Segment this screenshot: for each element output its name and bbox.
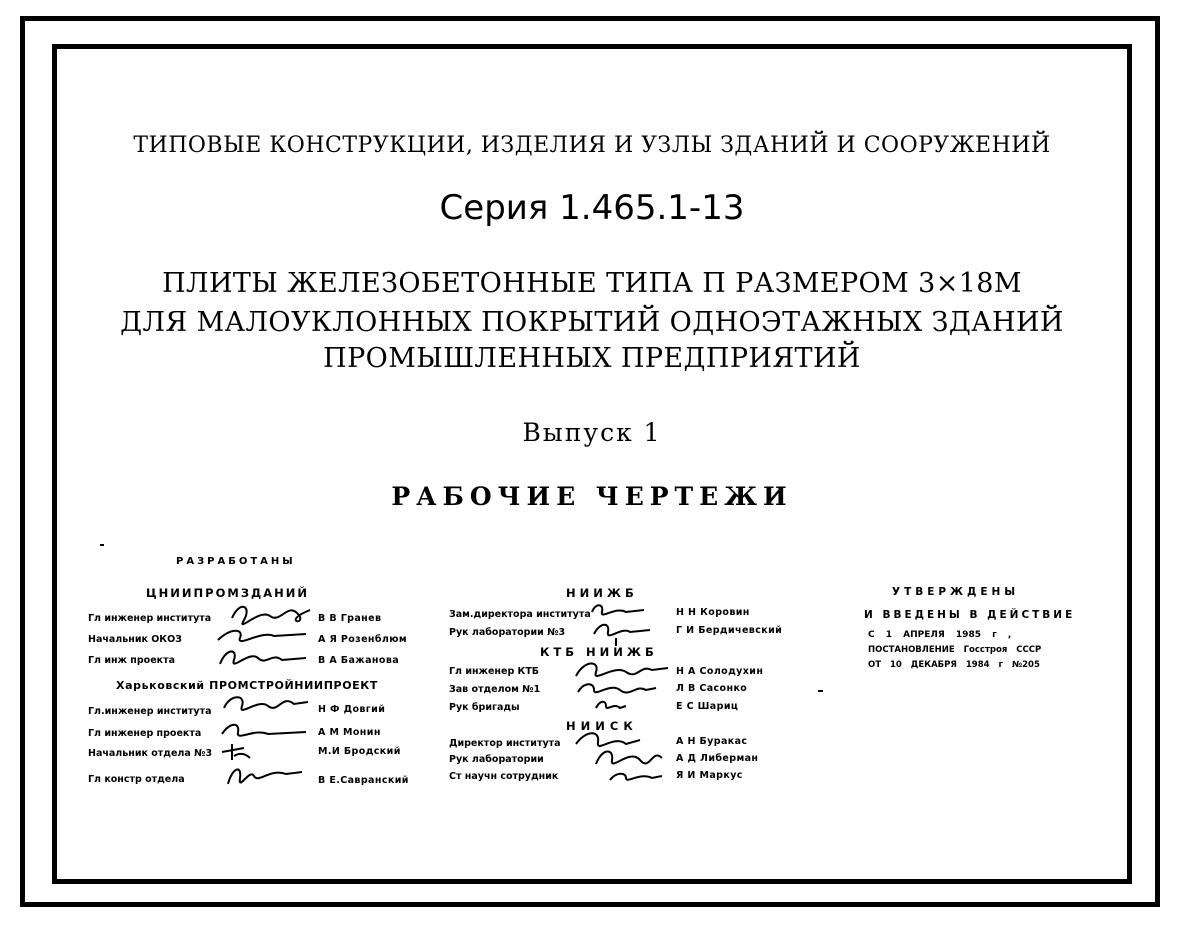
- org2-name: Харьковский ПРОМСТРОЙНИИПРОЕКТ: [116, 679, 378, 692]
- niisk-role-2: Рук лаборатории: [449, 754, 544, 765]
- org1-name-2: А Я Розенблюм: [318, 634, 408, 645]
- niisk-role-1: Директор института: [449, 738, 561, 749]
- issue-number: Выпуск 1: [522, 418, 662, 447]
- niizhb-role-2: Рук лаборатории №3: [449, 627, 566, 638]
- title-line-2: ДЛЯ МАЛОУКЛОННЫХ ПОКРЫТИЙ ОДНОЭТАЖНЫХ ЗДАНИЙ: [120, 307, 1064, 338]
- org1-role-2: Начальник ОКОЗ: [88, 634, 182, 645]
- niisk-name-3: Я И Маркус: [676, 770, 743, 781]
- approved-line-3: ПОСТАНОВЛЕНИЕ Госстроя СССР: [868, 645, 1042, 655]
- scan-speck: [818, 690, 823, 692]
- org2-role-4: Гл констр отдела: [88, 774, 185, 785]
- org2-name-2: А М Монин: [318, 727, 381, 738]
- ktb-name-1: Н А Солодухин: [676, 666, 764, 677]
- ktb-name-2: Л В Сасонко: [676, 683, 748, 694]
- series-number: Серия 1.465.1-13: [439, 188, 745, 228]
- org2-role-3: Начальник отдела №3: [88, 748, 213, 759]
- niizhb-name: НИИЖБ: [566, 586, 638, 600]
- signatures-middle: [570, 598, 674, 788]
- org1-name-1: В В Гранев: [318, 613, 382, 624]
- heading-line: ТИПОВЫЕ КОНСТРУКЦИИ, ИЗДЕЛИЯ И УЗЛЫ ЗДАНИЙ И СООРУЖЕНИЙ: [133, 133, 1051, 158]
- approved-line-1: И ВВЕДЕНЫ В ДЕЙСТВИЕ: [864, 609, 1076, 621]
- niisk-role-3: Ст научн сотрудник: [449, 771, 559, 782]
- org2-name-1: Н Ф Довгий: [318, 704, 386, 715]
- ktb-role-3: Рук бригады: [449, 702, 520, 713]
- org1-role-1: Гл инженер института: [88, 613, 212, 624]
- document-kind: РАБОЧИЕ ЧЕРТЕЖИ: [391, 482, 793, 511]
- ktb-role-1: Гл инженер КТБ: [449, 666, 540, 677]
- org2-role-2: Гл инженер проекта: [88, 728, 202, 739]
- org2-role-1: Гл.инженер института: [88, 706, 212, 717]
- signatures-left: [210, 598, 314, 788]
- org1-role-3: Гл инж проекта: [88, 655, 175, 666]
- ktb-name: КТБ НИИЖБ: [540, 645, 658, 659]
- approved-line-2: С 1 АПРЕЛЯ 1985 г ,: [868, 630, 1012, 640]
- niisk-name-1: А Н Буракас: [676, 736, 748, 747]
- org1-name-3: В А Бажанова: [318, 655, 400, 666]
- org1-name: ЦНИИПРОМЗДАНИЙ: [146, 586, 310, 600]
- developed-label: РАЗРАБОТАНЫ: [176, 556, 296, 567]
- title-line-3: ПРОМЫШЛЕННЫХ ПРЕДПРИЯТИЙ: [323, 343, 861, 374]
- ktb-name-3: Е С Шариц: [676, 701, 739, 712]
- niizhb-name-2: Г И Бердичевский: [676, 625, 783, 636]
- approved-label: УТВЕРЖДЕНЫ: [892, 586, 1020, 598]
- niizhb-role-1: Зам.директора института: [449, 609, 591, 620]
- niizhb-name-1: Н Н Коровин: [676, 607, 750, 618]
- org2-name-3: М.И Бродский: [318, 746, 401, 757]
- title-line-1: ПЛИТЫ ЖЕЛЕЗОБЕТОННЫЕ ТИПА П РАЗМЕРОМ 3×18М: [162, 268, 1022, 299]
- scan-speck: [100, 544, 104, 546]
- niisk-name-2: А Д Либерман: [676, 753, 759, 764]
- niisk-name: НИИСК: [566, 719, 638, 733]
- approved-line-4: ОТ 10 ДЕКАБРЯ 1984 г №205: [868, 660, 1040, 670]
- org2-name-4: В Е.Савранский: [318, 775, 409, 786]
- ktb-role-2: Зав отделом №1: [449, 684, 541, 695]
